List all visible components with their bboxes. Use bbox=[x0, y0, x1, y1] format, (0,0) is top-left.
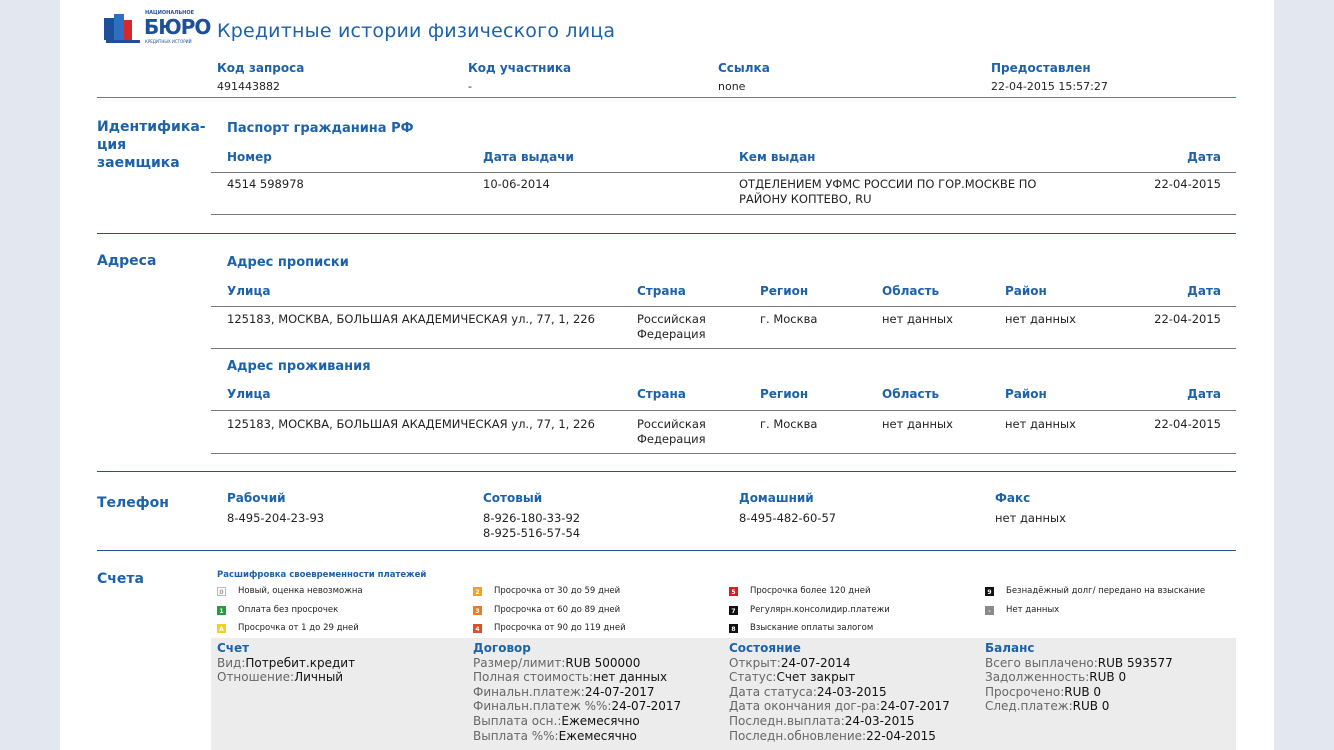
section-title-accounts: Счета bbox=[97, 571, 144, 587]
col-oblast: Область bbox=[882, 284, 940, 298]
header-label-provided: Предоставлен bbox=[991, 61, 1091, 75]
section-divider bbox=[97, 471, 1236, 472]
col-street: Улица bbox=[227, 387, 271, 401]
header-label-request: Код запроса bbox=[217, 61, 305, 75]
account-field bbox=[729, 699, 979, 714]
legend-item bbox=[729, 605, 890, 615]
phone-value-work: 8-495-204-23-93 bbox=[227, 511, 325, 525]
account-field bbox=[985, 685, 1235, 700]
account-field bbox=[473, 714, 723, 729]
legend-swatch-icon: 7 bbox=[729, 606, 738, 615]
residence-district: нет данных bbox=[1005, 417, 1076, 431]
account-field bbox=[217, 656, 467, 671]
col-oblast: Область bbox=[882, 387, 940, 401]
phone-label-mobile: Сотовый bbox=[483, 491, 543, 505]
phone-label-work: Рабочий bbox=[227, 491, 286, 505]
legend-item bbox=[729, 623, 873, 633]
table-divider bbox=[211, 306, 1236, 307]
logo-bottom-text: КРЕДИТНЫХ ИСТОРИЙ bbox=[145, 39, 192, 44]
account-field bbox=[729, 729, 979, 744]
legend-swatch-icon: 4 bbox=[473, 624, 482, 633]
legend-label: Просрочка от 60 до 89 дней bbox=[494, 605, 621, 615]
logo-main-text: БЮРО bbox=[144, 15, 211, 39]
legend-swatch-icon: 9 bbox=[985, 587, 994, 596]
passport-date: 22-04-2015 bbox=[1154, 177, 1221, 191]
account-field-value: RUB 0 bbox=[1072, 699, 1110, 714]
section-title-identification: Идентифика-ция заемщика bbox=[97, 119, 206, 171]
legend-swatch-icon: 0 bbox=[217, 587, 226, 596]
legend-swatch-icon: 2 bbox=[473, 587, 482, 596]
residence-subtitle: Адрес проживания bbox=[227, 359, 371, 374]
account-field-value: 24-07-2014 bbox=[780, 655, 851, 670]
legend-item bbox=[217, 586, 363, 596]
phone-label-home: Домашний bbox=[739, 491, 814, 505]
legend-label: Оплата без просрочек bbox=[238, 605, 339, 615]
account-block bbox=[211, 638, 1236, 750]
legend-item bbox=[217, 623, 359, 633]
table-divider bbox=[211, 172, 1236, 173]
phone-label-fax: Факс bbox=[995, 491, 1031, 505]
passport-number: 4514 598978 bbox=[227, 177, 304, 191]
legend-swatch-icon: 8 bbox=[729, 624, 738, 633]
legend-title: Расшифровка своевременности платежей bbox=[217, 570, 427, 580]
legend-swatch-icon: - bbox=[985, 606, 994, 615]
table-divider bbox=[211, 410, 1236, 411]
account-field bbox=[985, 656, 1235, 671]
account-field-label: Дата статуса: bbox=[729, 684, 817, 699]
account-field-label: Отношение: bbox=[217, 670, 295, 685]
account-col-title: Баланс bbox=[985, 641, 1035, 655]
col-street: Улица bbox=[227, 284, 271, 298]
legend-swatch-icon: 3 bbox=[473, 606, 482, 615]
header-label-member: Код участника bbox=[468, 61, 572, 75]
account-field-value: 24-07-2017 bbox=[611, 699, 682, 714]
legend-swatch-icon: 5 bbox=[729, 587, 738, 596]
legend-label: Просрочка от 90 до 119 дней bbox=[494, 623, 626, 633]
legend-label: Просрочка от 1 до 29 дней bbox=[238, 623, 359, 633]
account-field-value: RUB 0 bbox=[1064, 684, 1102, 699]
legend-item bbox=[473, 605, 620, 615]
account-field-value: RUB 500000 bbox=[565, 655, 641, 670]
account-field bbox=[473, 685, 723, 700]
account-field-value: Счет закрыт bbox=[776, 670, 856, 685]
logo-top-text: НАЦИОНАЛЬНОЕ bbox=[145, 10, 194, 16]
account-field-value: Потребит.кредит bbox=[245, 655, 356, 670]
account-field bbox=[217, 670, 467, 685]
account-field-value: Ежемесячно bbox=[558, 728, 637, 743]
legend-item bbox=[473, 623, 626, 633]
col-date: Дата bbox=[1187, 284, 1221, 298]
legend-label: Просрочка от 30 до 59 дней bbox=[494, 586, 621, 596]
account-field-label: Размер/лимит: bbox=[473, 655, 566, 670]
passport-subtitle: Паспорт гражданина РФ bbox=[227, 121, 414, 136]
legend-label: Взыскание оплаты залогом bbox=[750, 623, 874, 633]
account-field-label: Последн.обновление: bbox=[729, 728, 867, 743]
account-field-label: Вид: bbox=[217, 655, 246, 670]
col-country: Страна bbox=[637, 284, 686, 298]
header-value-request: 491443882 bbox=[217, 80, 280, 93]
account-field-value: 24-07-2017 bbox=[584, 684, 655, 699]
section-title-addresses: Адреса bbox=[97, 253, 157, 269]
account-field-value: RUB 0 bbox=[1089, 670, 1127, 685]
legend-label: Безнадёжный долг/ передано на взыскание bbox=[1006, 586, 1206, 596]
legend-label: Новый, оценка невозможна bbox=[238, 586, 363, 596]
account-col-account bbox=[217, 641, 467, 685]
residence-region: г. Москва bbox=[760, 417, 818, 431]
registration-country: Российская Федерация bbox=[637, 312, 706, 341]
residence-street: 125183, МОСКВА, БОЛЬШАЯ АКАДЕМИЧЕСКАЯ ул., 77, 1, 226 bbox=[227, 417, 595, 431]
account-field-label: Финальн.платеж %%: bbox=[473, 699, 612, 714]
table-divider bbox=[211, 348, 1236, 349]
account-field-label: Всего выплачено: bbox=[985, 655, 1098, 670]
account-field-label: Просрочено: bbox=[985, 684, 1065, 699]
passport-issue-date: 10-06-2014 bbox=[483, 177, 550, 191]
legend-label: Регулярн.консолидир.платежи bbox=[750, 605, 890, 615]
phone-value-home: 8-495-482-60-57 bbox=[739, 511, 837, 525]
header-value-member: - bbox=[468, 80, 472, 93]
account-field-value: нет данных bbox=[593, 670, 668, 685]
section-title-phones: Телефон bbox=[97, 495, 169, 511]
account-col-title: Счет bbox=[217, 641, 250, 655]
header-value-link: none bbox=[718, 80, 746, 93]
phone-value-fax: нет данных bbox=[995, 511, 1066, 525]
residence-country: Российская Федерация bbox=[637, 417, 706, 446]
page-title: Кредитные истории физического лица bbox=[217, 20, 616, 42]
account-field-label: Выплата осн.: bbox=[473, 713, 562, 728]
account-field-label: Дата окончания дог-ра: bbox=[729, 699, 881, 714]
registration-district: нет данных bbox=[1005, 312, 1076, 326]
legend-label: Просрочка более 120 дней bbox=[750, 586, 871, 596]
legend-item bbox=[473, 586, 620, 596]
account-field-label: Открыт: bbox=[729, 655, 781, 670]
registration-region: г. Москва bbox=[760, 312, 818, 326]
account-field-label: Выплата %%: bbox=[473, 728, 559, 743]
account-col-title: Договор bbox=[473, 641, 531, 655]
legend-item bbox=[985, 586, 1205, 596]
account-field-value: 22-04-2015 bbox=[866, 728, 936, 743]
account-field bbox=[473, 729, 723, 744]
registration-street: 125183, МОСКВА, БОЛЬШАЯ АКАДЕМИЧЕСКАЯ ул., 77, 1, 226 bbox=[227, 312, 595, 326]
account-field bbox=[729, 670, 979, 685]
account-field-label: Финальн.платеж: bbox=[473, 684, 585, 699]
residence-date: 22-04-2015 bbox=[1154, 417, 1221, 431]
col-date: Дата bbox=[1187, 387, 1221, 401]
account-field bbox=[473, 699, 723, 714]
legend-item bbox=[217, 605, 338, 615]
account-field bbox=[729, 656, 979, 671]
account-field-label: Задолженность: bbox=[985, 670, 1090, 685]
account-field bbox=[473, 670, 723, 685]
legend-swatch-icon: A bbox=[217, 624, 226, 633]
col-district: Район bbox=[1005, 284, 1047, 298]
account-field bbox=[985, 699, 1235, 714]
account-field-value: Ежемесячно bbox=[561, 713, 640, 728]
registration-date: 22-04-2015 bbox=[1154, 312, 1221, 326]
table-divider bbox=[211, 453, 1236, 454]
account-field-value: Личный bbox=[294, 670, 344, 685]
account-field-label: Последн.выплата: bbox=[729, 713, 845, 728]
section-divider bbox=[97, 550, 1236, 551]
registration-oblast: нет данных bbox=[882, 312, 953, 326]
account-field-value: 24-03-2015 bbox=[844, 713, 915, 728]
account-field-value: 24-03-2015 bbox=[816, 684, 887, 699]
header-label-link: Ссылка bbox=[718, 61, 770, 75]
col-issued-by: Кем выдан bbox=[739, 150, 816, 164]
phone-value-mobile-2: 8-925-516-57-54 bbox=[483, 526, 581, 540]
report-page bbox=[60, 0, 1274, 750]
col-country: Страна bbox=[637, 387, 686, 401]
account-field-label: Полная стоимость: bbox=[473, 670, 594, 685]
col-region: Регион bbox=[760, 387, 809, 401]
col-date: Дата bbox=[1187, 150, 1221, 164]
col-issue-date: Дата выдачи bbox=[483, 150, 574, 164]
header-value-provided: 22-04-2015 15:57:27 bbox=[991, 80, 1108, 93]
legend-swatch-icon: 1 bbox=[217, 606, 226, 615]
header-divider bbox=[97, 97, 1236, 98]
account-col-balance bbox=[985, 641, 1235, 714]
account-field-value: 24-07-2017 bbox=[880, 699, 950, 714]
registration-subtitle: Адрес прописки bbox=[227, 255, 349, 270]
account-field bbox=[473, 656, 723, 671]
table-divider bbox=[211, 214, 1236, 215]
account-field bbox=[729, 685, 979, 700]
account-field-label: След.платеж: bbox=[985, 699, 1073, 714]
phone-value-mobile-1: 8-926-180-33-92 bbox=[483, 511, 581, 525]
col-district: Район bbox=[1005, 387, 1047, 401]
passport-issued-by: ОТДЕЛЕНИЕМ УФМС РОССИИ ПО ГОР.МОСКВЕ ПО РАЙОНУ КОПТЕВО, RU bbox=[739, 177, 1037, 206]
account-field bbox=[729, 714, 979, 729]
legend-item bbox=[985, 605, 1059, 615]
account-field-value: RUB 593577 bbox=[1097, 655, 1173, 670]
legend-label: Нет данных bbox=[1006, 605, 1060, 615]
residence-oblast: нет данных bbox=[882, 417, 953, 431]
legend-item bbox=[729, 586, 870, 596]
account-col-contract bbox=[473, 641, 723, 743]
col-number: Номер bbox=[227, 150, 272, 164]
account-col-title: Состояние bbox=[729, 641, 801, 655]
col-region: Регион bbox=[760, 284, 809, 298]
section-divider bbox=[97, 233, 1236, 234]
account-col-state bbox=[729, 641, 979, 743]
account-field-label: Статус: bbox=[729, 670, 777, 685]
nbki-logo bbox=[102, 10, 211, 46]
account-field bbox=[985, 670, 1235, 685]
